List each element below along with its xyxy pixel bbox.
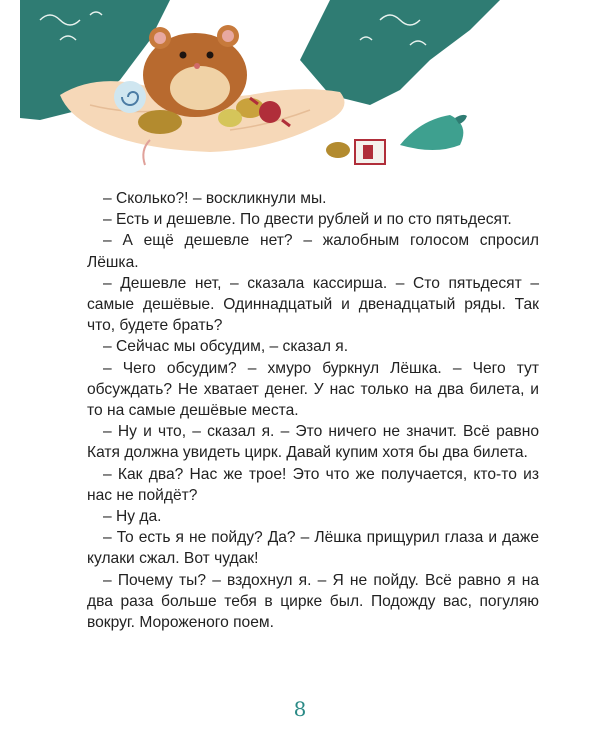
paragraph: – Сейчас мы обсудим, – сказал я. xyxy=(103,338,349,356)
paragraph: – Ну да. xyxy=(103,508,162,526)
hamster-hands-illustration xyxy=(0,0,600,170)
paragraph: – Дешевле нет, – сказала кассирша. – Сто пятьдесят – самые дешёвые. Одиннадцатый и двенадцатый ряды. Так что, будете брать? xyxy=(87,274,539,335)
candy-wrapper xyxy=(400,115,463,150)
paragraph: – Есть и дешевле. По двести рублей и по сто пятьдесят. xyxy=(103,211,512,229)
paragraph: – Как два? Нас же трое! Это что же получается, кто-то из нас не пойдёт? xyxy=(87,465,539,504)
story-text xyxy=(87,188,539,633)
paragraph: – А ещё дешевле нет? – жалобным голосом спросил Лёшка. xyxy=(87,232,539,271)
paragraph: – Сколько?! – воскликнули мы. xyxy=(103,190,327,207)
paragraph: – Чего обсудим? – хмуро буркнул Лёшка. – Чего тут обсуждать? Не хватает денег. У нас только на два билета, и то на самые дешёвые места. xyxy=(87,359,539,420)
right-sleeve xyxy=(300,0,500,105)
paragraph: – Почему ты? – вздохнул я. – Я не пойду. Всё равно я на два раза больше тебя в цирке был. Подожду вас, погуляю вокруг. Мороженого поем. xyxy=(87,571,539,632)
page-number: 8 xyxy=(293,697,307,721)
paragraph: – То есть я не пойду? Да? – Лёшка прищурил глаза и даже кулаки сжал. Вот чудак! xyxy=(87,529,539,568)
paragraph: – Ну и что, – сказал я. – Это ничего не значит. Всё равно Катя должна увидеть цирк. Давай купим хотя бы два билета. xyxy=(87,423,539,462)
